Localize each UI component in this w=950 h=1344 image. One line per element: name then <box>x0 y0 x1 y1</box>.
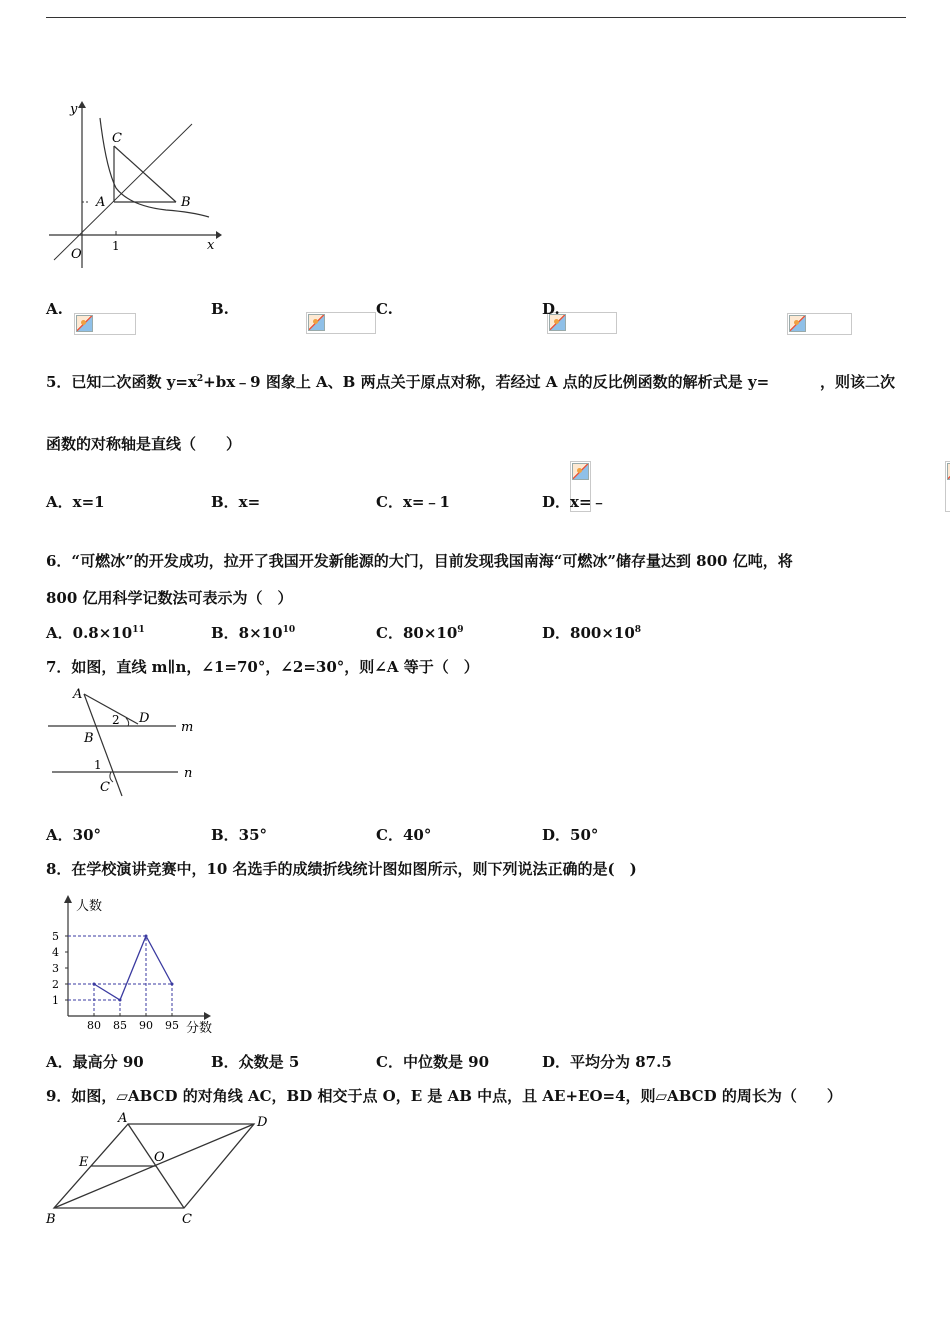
q4-line-y-x <box>54 124 192 260</box>
q7-label-a: A <box>73 687 83 702</box>
q4-option-d-image <box>787 313 852 335</box>
q4-label-b: B <box>181 195 191 210</box>
q9-label-c: C <box>182 1212 192 1227</box>
q8-ytick-label: 4 <box>52 946 59 959</box>
q8-xtick-label: 90 <box>139 1019 153 1032</box>
q6-stem-line1: 6．“可燃冰”的开发成功，拉开了我国开发新能源的大门，目前发现我国南海“可燃冰”储存量达到 800 亿吨，将 <box>46 552 793 570</box>
q4-option-c[interactable]: C. <box>376 300 393 318</box>
q9-label-b: B <box>46 1212 56 1227</box>
q4-label-x: x <box>207 238 215 253</box>
q8-option-a[interactable]: A．最高分 90 <box>46 1053 144 1071</box>
q8-x-arrow <box>204 1012 211 1020</box>
q7-angle1-arc <box>110 772 113 782</box>
q8-xtick-label: 95 <box>165 1019 179 1032</box>
q8-ytick-label: 3 <box>52 962 59 975</box>
q8-data-point <box>119 999 122 1002</box>
q5-stem-line1: 5．已知二次函数 $y=x^2+bx﹣9$ 图象上 A、B 两点关于原点对称，若经过 A 点的反比例函数的解析式是 y= <box>46 373 770 391</box>
q7-stem: 7．如图，直线 m∥n，∠1=70°，∠2=30°，则∠A 等于（ ） <box>46 658 479 676</box>
q9-label-a: A <box>118 1111 128 1126</box>
q4-hyperbola-figure <box>44 98 224 273</box>
q7-segment-ad <box>84 694 138 724</box>
q4-label-o: O <box>71 247 82 262</box>
q7-label-b: B <box>84 731 94 746</box>
q8-option-c[interactable]: C．中位数是 90 <box>376 1053 490 1071</box>
q4-label-a: A <box>96 195 106 210</box>
q8-ytick-label: 2 <box>52 978 59 991</box>
q8-data-point <box>145 935 148 938</box>
q8-ylabel: 人数 <box>76 899 103 914</box>
q4-segment-cb <box>114 146 176 202</box>
q6-option-a[interactable]: A．$0.8\times 10^{11}$ <box>46 624 145 642</box>
q7-label-2: 2 <box>112 713 120 727</box>
q7-option-b[interactable]: B．35° <box>211 826 268 844</box>
q9-stem: 9．如图，▱ABCD 的对角线 AC，BD 相交于点 O，E 是 AB 中点，且 AE+EO=4，则▱ABCD 的周长为（ ） <box>46 1087 842 1105</box>
q8-ytick-label: 5 <box>52 930 59 943</box>
q6-option-d[interactable]: D．$800\times 10^8$ <box>542 624 642 642</box>
q7-label-c: C <box>100 780 110 795</box>
q9-label-d: D <box>257 1115 268 1130</box>
q5-stem-line1-end: ，则该二次 <box>820 373 896 391</box>
q8-option-b[interactable]: B．众数是 5 <box>211 1053 300 1071</box>
q7-label-m: m <box>181 720 194 735</box>
q8-xtick-label: 85 <box>113 1019 127 1032</box>
q7-option-d[interactable]: D．50° <box>542 826 599 844</box>
q4-option-d[interactable]: D. <box>542 300 560 318</box>
q4-y-arrow <box>78 101 86 108</box>
q7-parallel-lines-figure <box>44 684 204 802</box>
q8-xlabel: 分数 <box>186 1021 213 1036</box>
q5-stem-line2: 函数的对称轴是直线（ ） <box>46 435 242 453</box>
q8-line-chart <box>44 890 224 1038</box>
q4-option-b-image <box>306 312 376 334</box>
q8-data-point <box>171 983 174 986</box>
q4-option-b[interactable]: B. <box>211 300 229 318</box>
q6-option-b[interactable]: B．$8\times 10^{10}$ <box>211 624 296 642</box>
q8-y-arrow <box>64 895 72 903</box>
q4-label-y: y <box>70 102 78 117</box>
q5-option-b[interactable]: B．x= <box>211 493 261 511</box>
q9-label-e: E <box>79 1155 89 1170</box>
q8-ytick-label: 1 <box>52 994 59 1007</box>
q7-label-n: n <box>184 766 193 781</box>
q5-option-d[interactable]: D．x=﹣ <box>542 493 607 511</box>
q8-xtick-label: 80 <box>87 1019 101 1032</box>
q4-label-c: C <box>112 131 122 146</box>
q5-option-d-image <box>945 461 950 512</box>
q5-option-c[interactable]: C．x=﹣1 <box>376 493 450 511</box>
q9-parallelogram-figure <box>44 1110 274 1228</box>
q8-option-d[interactable]: D．平均分为 87.5 <box>542 1053 672 1071</box>
q7-option-c[interactable]: C．40° <box>376 826 432 844</box>
q8-stem: 8．在学校演讲竞赛中，10 名选手的成绩折线统计图如图所示，则下列说法正确的是( ) <box>46 860 637 878</box>
top-rule <box>46 17 906 18</box>
q7-label-1: 1 <box>94 758 102 772</box>
q6-option-c[interactable]: C．$80\times 10^9$ <box>376 624 464 642</box>
q7-label-d: D <box>139 711 150 726</box>
q9-label-o: O <box>154 1150 165 1165</box>
q8-data-point <box>93 983 96 986</box>
q4-option-a-image <box>74 313 136 335</box>
q4-tick-label: 1 <box>112 239 120 253</box>
q5-option-a[interactable]: A．x=1 <box>46 493 105 511</box>
q4-x-arrow <box>216 231 222 239</box>
q6-stem-line2: 800 亿用科学记数法可表示为（ ） <box>46 589 293 607</box>
q8-series-line <box>94 936 172 1000</box>
q7-option-a[interactable]: A．30° <box>46 826 102 844</box>
q4-option-a[interactable]: A. <box>46 300 63 318</box>
